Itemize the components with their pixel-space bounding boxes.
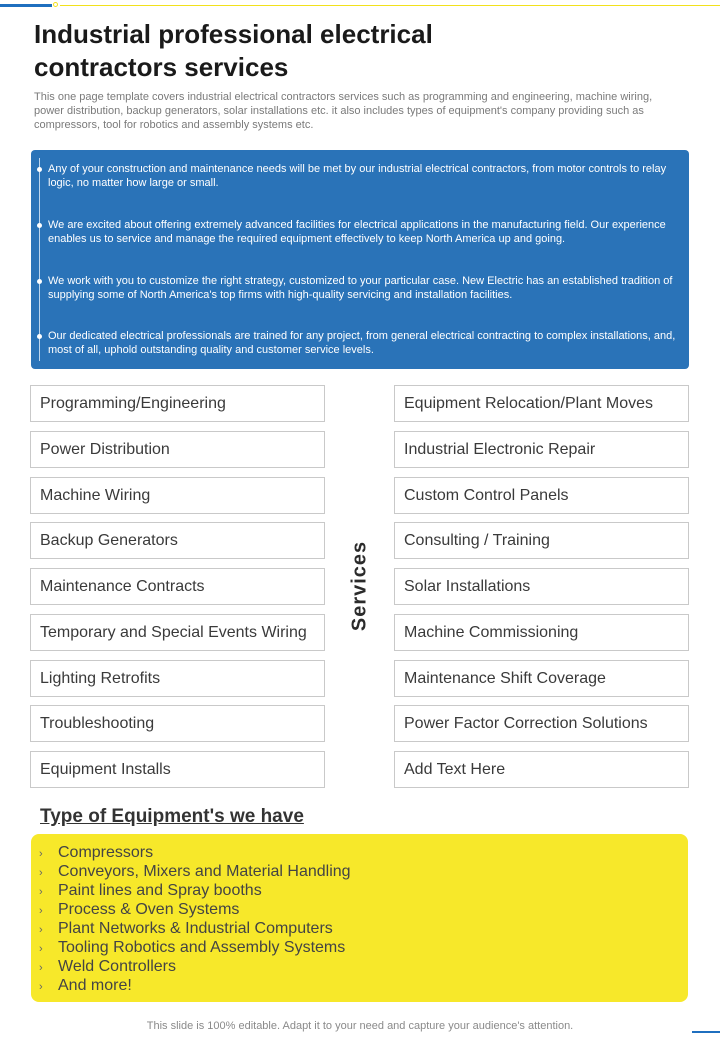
equipment-item-label: Process & Oven Systems <box>58 901 240 918</box>
page-title: Industrial professional electrical contractors services <box>34 19 433 82</box>
bullet-dot-icon <box>37 279 42 284</box>
service-box-equipment-relocation: Equipment Relocation/Plant Moves <box>394 385 689 422</box>
equipment-item-label: Weld Controllers <box>58 958 176 975</box>
equipment-item-label: Paint lines and Spray booths <box>58 882 262 899</box>
service-box-maintenance-contracts: Maintenance Contracts <box>30 568 325 605</box>
highlight-item: We are excited about offering extremely advanced facilities for electrical applications in the manufacturing field. Our experience enables us to service and manage the required equipment effectively to keep North America up and going. <box>48 219 666 245</box>
service-box-power-factor-correction: Power Factor Correction Solutions <box>394 705 689 742</box>
equipment-item <box>39 919 333 938</box>
chevron-right-icon: › <box>39 924 43 936</box>
top-rule-blue <box>0 4 52 7</box>
highlight-item: We work with you to customize the right strategy, customized to your particular case. New Electric has an established tradition of supplying some of North America's top firms with high-quality servicing and installation facilities. <box>48 275 673 301</box>
highlight-item: Any of your construction and maintenance needs will be met by our industrial electrical contractors, from motor controls to relay logic, no matter how large or small. <box>48 163 667 189</box>
chevron-right-icon: › <box>39 962 43 974</box>
intro-text: This one page template covers industrial electrical contractors services such as programming and engineering, machine wiring, power distribution, backup generators, solar installations etc. it also includes types of equipment's company providing such as compressors, tool for robotics and assembly systems etc. <box>34 91 653 131</box>
equipment-item <box>39 938 345 957</box>
equipment-item-label: Plant Networks & Industrial Computers <box>58 920 333 937</box>
service-box-electronic-repair: Industrial Electronic Repair <box>394 431 689 468</box>
service-box-consulting-training: Consulting / Training <box>394 522 689 559</box>
equipment-item <box>39 881 262 900</box>
equipment-title: Type of Equipment's we have <box>40 806 304 827</box>
chevron-right-icon: › <box>39 943 43 955</box>
equipment-item-label: Compressors <box>58 844 154 861</box>
chevron-right-icon: › <box>39 981 43 993</box>
equipment-item <box>39 976 132 995</box>
service-box-temporary-events-wiring: Temporary and Special Events Wiring <box>30 614 325 651</box>
bullet-dot-icon <box>37 167 42 172</box>
corner-accent-line <box>692 1031 720 1033</box>
services-label: Services <box>348 540 371 632</box>
service-box-add-text-here: Add Text Here <box>394 751 689 788</box>
service-box-troubleshooting: Troubleshooting <box>30 705 325 742</box>
chevron-right-icon: › <box>39 867 43 879</box>
service-box-solar-installations: Solar Installations <box>394 568 689 605</box>
service-box-maintenance-shift-coverage: Maintenance Shift Coverage <box>394 660 689 697</box>
highlight-item: Our dedicated electrical professionals are trained for any project, from general electrical contracting to complex installations, and, most of all, uphold outstanding quality and customer service levels. <box>48 330 676 356</box>
equipment-item <box>39 957 176 976</box>
equipment-item <box>39 843 153 862</box>
bullet-dot-icon <box>37 334 42 339</box>
highlights-spine <box>39 158 40 361</box>
bullet-dot-icon <box>37 223 42 228</box>
footer-note: This slide is 100% editable. Adapt it to your need and capture your audience's attention. <box>146 1020 574 1032</box>
chevron-right-icon: › <box>39 848 43 860</box>
highlights-panel <box>31 150 689 369</box>
chevron-right-icon: › <box>39 905 43 917</box>
equipment-item <box>39 862 351 881</box>
equipment-item-label: And more! <box>58 977 132 994</box>
service-box-programming-engineering: Programming/Engineering <box>30 385 325 422</box>
top-rule-yellow <box>60 5 720 6</box>
service-box-backup-generators: Backup Generators <box>30 522 325 559</box>
service-box-machine-commissioning: Machine Commissioning <box>394 614 689 651</box>
equipment-item-label: Conveyors, Mixers and Material Handling <box>58 863 351 880</box>
equipment-panel <box>31 834 688 1002</box>
service-box-machine-wiring: Machine Wiring <box>30 477 325 514</box>
chevron-right-icon: › <box>39 886 43 898</box>
service-box-custom-control-panels: Custom Control Panels <box>394 477 689 514</box>
service-box-lighting-retrofits: Lighting Retrofits <box>30 660 325 697</box>
equipment-item-label: Tooling Robotics and Assembly Systems <box>58 939 346 956</box>
service-box-equipment-installs: Equipment Installs <box>30 751 325 788</box>
top-rule-dot <box>53 2 58 7</box>
equipment-item <box>39 900 239 919</box>
service-box-power-distribution: Power Distribution <box>30 431 325 468</box>
